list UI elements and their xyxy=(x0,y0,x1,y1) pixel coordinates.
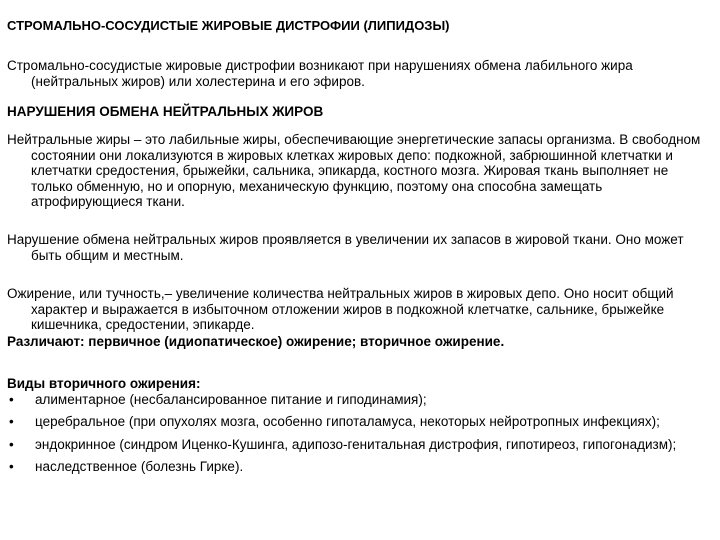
page-title: СТРОМАЛЬНО-СОСУДИСТЫЕ ЖИРОВЫЕ ДИСТРОФИИ (ЛИПИДОЗЫ) xyxy=(7,18,450,33)
list-item xyxy=(7,392,695,408)
section-heading: НАРУШЕНИЯ ОБМЕНА НЕЙТРАЛЬНЫХ ЖИРОВ xyxy=(7,104,324,119)
list-item xyxy=(7,459,695,475)
secondary-obesity-section xyxy=(7,376,707,475)
list-item-text: алиментарное (несбалансированное питание и гиподинамия); xyxy=(35,391,427,407)
neutral-fats-paragraph: Нейтральные жиры – это лабильные жиры, обеспечивающие энергетические запасы организма. В свободном состоянии они локализуются в жировых клетках жировых депо: подкожной, забрюшинной клетчатки и клетчатки средостения, брыжейки, сальника, эпикарда, костного мозга. Жировая ткань выполняет не только обменную, но и опорную, механическую функцию, поэтому она способна замещать атрофирующиеся ткани. xyxy=(7,132,701,209)
bullet-icon: • xyxy=(9,459,14,474)
list-item xyxy=(7,414,695,430)
disorder-paragraph: Нарушение обмена нейтральных жиров проявляется в увеличении их запасов в жировой ткани. Оно может быть общим и местным. xyxy=(7,232,684,263)
list-item xyxy=(7,437,695,453)
obesity-paragraph: Ожирение, или тучность,– увеличение количества нейтральных жиров в жировых депо. Оно носит общий характер и выражается в избыточном отложении жиров в подкожной клетчатке, сальнике, брыжейке кишечника, средостении, эпикарде. xyxy=(7,286,674,332)
types-list xyxy=(7,392,707,475)
distinguish-line: Различают: первичное (идиопатическое) ожирение; вторичное ожирение. xyxy=(7,334,505,349)
list-item-text: наследственное (болезнь Гирке). xyxy=(35,459,244,474)
list-item-text: эндокринное (синдром Иценко-Кушинга, адипозо-генитальная дистрофия, гипотиреоз, гипогонадизм); xyxy=(35,436,677,452)
intro-paragraph: Стромально-сосудистые жировые дистрофии возникают при нарушениях обмена лабильного жира (нейтральных жиров) или холестерина и его эфиров. xyxy=(7,58,633,89)
bullet-icon: • xyxy=(9,414,14,429)
bullet-icon: • xyxy=(9,391,14,407)
types-heading: Виды вторичного ожирения: xyxy=(7,376,201,391)
bullet-icon: • xyxy=(9,436,14,452)
list-item-text: церебральное (при опухолях мозга, особенно гипоталамуса, некоторых нейротропных инфекциях); xyxy=(35,414,660,429)
